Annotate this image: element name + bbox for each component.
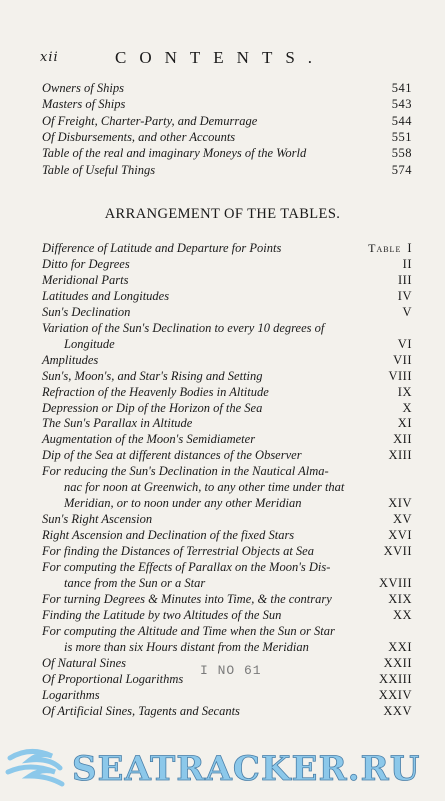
table-number xyxy=(368,241,412,256)
table-entry-title: For reducing the Sun's Declination in the Nautical Alma- xyxy=(42,464,329,479)
table-roman-numeral: XV xyxy=(392,512,412,527)
entry-title: Of Disbursements, and other Accounts xyxy=(42,129,236,144)
table-entry-title: Ditto for Degrees xyxy=(42,256,130,271)
table-number xyxy=(402,305,412,320)
table-entry-title: Meridional Parts xyxy=(42,272,129,287)
table-number xyxy=(393,608,412,623)
table-entry-title: Variation of the Sun's Declination to every 10 degrees of xyxy=(42,320,325,335)
table-roman-numeral: XXII xyxy=(383,655,412,670)
table-roman-numeral: VI xyxy=(397,336,412,351)
table-roman-numeral: XVIII xyxy=(378,575,412,590)
table-roman-numeral: V xyxy=(402,304,412,319)
entry-page-number: 544 xyxy=(391,113,412,128)
table-entry-title: Augmentation of the Moon's Semidiameter xyxy=(42,432,256,447)
table-entry-title: The Sun's Parallax in Altitude xyxy=(42,416,193,431)
running-title: CONTENTS. xyxy=(115,48,326,67)
table-number xyxy=(403,257,412,272)
table-entry-title: For computing the Altitude and Time when the Sun or Star xyxy=(42,623,335,638)
table-entry-title: Of Artificial Sines, Tagents and Secants xyxy=(42,703,240,718)
table-roman-numeral: XX xyxy=(392,607,412,622)
table-number xyxy=(398,289,412,304)
table-entry-title: Refraction of the Heavenly Bodies in Altitude xyxy=(42,384,269,399)
table-number xyxy=(388,448,412,463)
table-entry-title: is more than six Hours distant from the Meridian xyxy=(64,639,309,654)
table-number xyxy=(379,672,412,687)
entry-page-number: 543 xyxy=(391,97,412,112)
table-number xyxy=(402,401,412,416)
entry-title: Table of Useful Things xyxy=(42,162,156,177)
table-entry-title: For turning Degrees & Minutes into Time, & the contrary xyxy=(42,591,332,606)
entry-title: Of Freight, Charter-Party, and Demurrage xyxy=(42,113,258,128)
table-roman-numeral: IX xyxy=(397,384,412,399)
table-roman-numeral: XXV xyxy=(383,703,412,718)
table-entry-title: Logarithms xyxy=(42,687,100,702)
table-roman-numeral: XIV xyxy=(388,496,412,511)
table-number xyxy=(393,512,412,527)
table-roman-numeral: X xyxy=(402,400,412,415)
table-entry-title: Right Ascension and Declination of the fixed Stars xyxy=(42,528,295,543)
table-roman-numeral: VII xyxy=(393,352,412,367)
entry-page-number: 558 xyxy=(391,146,412,161)
table-roman-numeral: XII xyxy=(393,432,412,447)
table-roman-numeral: XXIII xyxy=(378,671,412,686)
table-number xyxy=(383,704,412,719)
table-roman-numeral: XVII xyxy=(383,544,412,559)
table-number xyxy=(388,592,412,607)
table-number xyxy=(388,496,412,511)
table-entry-title: Longitude xyxy=(64,336,115,351)
arrangement-title: ARRANGEMENT OF THE TABLES. xyxy=(104,206,341,222)
table-number xyxy=(398,273,412,288)
swirl-icon xyxy=(8,751,62,784)
watermark-logo xyxy=(0,738,445,798)
table-entry-title: Sun's Declination xyxy=(42,304,131,319)
table-number xyxy=(388,369,412,384)
table-number xyxy=(398,337,412,352)
entry-page-number: 551 xyxy=(391,129,412,144)
table-roman-numeral: XVI xyxy=(388,528,412,543)
table-roman-numeral: XIII xyxy=(388,448,412,463)
table-entry-title: Amplitudes xyxy=(42,352,99,367)
table-roman-numeral: XXIV xyxy=(378,687,412,702)
entry-title: Table of the real and imaginary Moneys of the World xyxy=(42,146,307,161)
table-number xyxy=(384,656,412,671)
table-roman-numeral: XI xyxy=(397,416,412,431)
table-roman-numeral: VIII xyxy=(388,368,412,383)
table-roman-numeral: III xyxy=(398,272,412,287)
table-entry-title: For finding the Distances of Terrestrial Objects at Sea xyxy=(42,544,314,559)
table-entry-title: Sun's, Moon's, and Star's Rising and Setting xyxy=(42,368,263,383)
table-entry-title: Difference of Latitude and Departure for Points xyxy=(42,241,282,255)
table-entry-title: Of Natural Sines xyxy=(42,655,127,670)
entry-title: Owners of Ships xyxy=(42,81,124,95)
table-entry-title: Latitudes and Longitudes xyxy=(42,288,170,303)
table-roman-numeral: I xyxy=(407,241,412,255)
table-roman-numeral: XXI xyxy=(388,639,412,654)
table-number xyxy=(388,528,412,543)
table-label: Table xyxy=(368,241,402,255)
entry-page-number: 574 xyxy=(391,162,412,177)
table-roman-numeral: XIX xyxy=(388,591,412,606)
table-roman-numeral: II xyxy=(402,256,412,271)
entry-page-number: 541 xyxy=(391,81,412,95)
page-header xyxy=(40,50,430,70)
table-entry-title: Depression or Dip of the Horizon of the Sea xyxy=(42,400,263,415)
table-number xyxy=(398,385,412,400)
table-number xyxy=(398,416,412,431)
table-number xyxy=(388,640,412,655)
table-entry-title: Meridian, or to noon under any other Meridian xyxy=(64,496,302,511)
table-number xyxy=(379,688,412,703)
table-entry-title: Dip of the Sea at different distances of the Observer xyxy=(42,448,302,463)
watermark-text: SEATRACKER.RU xyxy=(72,749,421,789)
table-entry-title: For computing the Effects of Parallax on the Moon's Dis- xyxy=(42,560,331,574)
table-entry-title: nac for noon at Greenwich, to any other time under that xyxy=(64,480,345,495)
table-number xyxy=(393,353,412,368)
table-entry-title: Finding the Latitude by two Altitudes of the Sun xyxy=(42,607,282,622)
table-number xyxy=(379,576,412,591)
table-number xyxy=(384,544,412,559)
table-entry-title: tance from the Sun or a Star xyxy=(64,575,206,590)
table-roman-numeral: IV xyxy=(397,288,412,303)
page-number: xii xyxy=(40,50,59,65)
table-entry-title: Sun's Right Ascension xyxy=(42,512,153,527)
table-number xyxy=(393,432,412,447)
entry-title: Masters of Ships xyxy=(42,97,126,112)
library-stamp: I NO 61 xyxy=(200,663,262,678)
table-entry-title: Of Proportional Logarithms xyxy=(42,671,184,686)
